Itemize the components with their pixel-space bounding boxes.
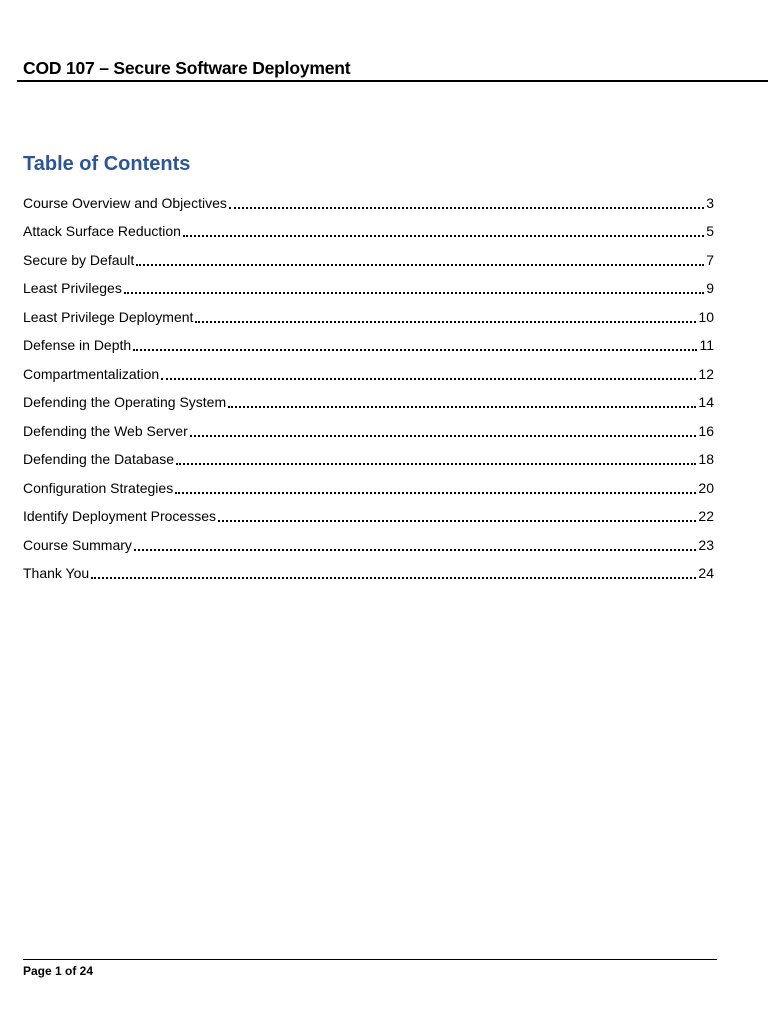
toc-entry-title: Course Overview and Objectives [23, 194, 227, 211]
toc-dot-leader [229, 195, 704, 209]
toc-entry-least-privilege-deployment[interactable] [23, 301, 714, 330]
toc-entry-title: Defending the Database [23, 451, 174, 467]
page-header [17, 57, 768, 82]
toc-entry-page: 12 [698, 365, 714, 382]
table-of-contents [23, 187, 714, 586]
toc-entry-page: 23 [698, 536, 714, 553]
toc-entry-course-overview[interactable] [23, 187, 714, 216]
toc-dot-leader [175, 480, 696, 494]
toc-entry-page: 5 [706, 223, 714, 239]
toc-entry-defending-web-server[interactable] [23, 415, 714, 444]
toc-dot-leader [124, 280, 704, 294]
toc-dot-leader [195, 309, 696, 323]
toc-entry-title: Course Summary [23, 536, 132, 553]
toc-entry-defense-in-depth[interactable] [23, 330, 714, 359]
toc-entry-defending-operating-system[interactable] [23, 387, 714, 416]
toc-dot-leader [161, 366, 696, 380]
toc-entry-page: 9 [706, 280, 714, 296]
toc-entry-title: Defending the Operating System [23, 394, 227, 410]
toc-entry-page: 11 [699, 337, 714, 353]
toc-entry-secure-by-default[interactable] [23, 244, 714, 273]
toc-entry-page: 24 [698, 565, 714, 581]
toc-entry-page: 7 [706, 251, 714, 268]
toc-dot-leader [134, 537, 697, 551]
toc-entry-page: 20 [698, 479, 714, 496]
toc-entry-page: 16 [698, 422, 714, 439]
toc-entry-title: Attack Surface Reduction [23, 223, 181, 239]
toc-entry-page: 22 [698, 508, 714, 524]
toc-entry-defending-database[interactable] [23, 444, 714, 473]
toc-entry-compartmentalization[interactable] [23, 358, 714, 387]
toc-entry-identify-deployment-processes[interactable] [23, 501, 714, 530]
toc-entry-page: 3 [706, 194, 714, 211]
toc-entry-page: 14 [698, 394, 714, 410]
toc-heading: Table of Contents [23, 153, 191, 175]
toc-entry-attack-surface-reduction[interactable] [23, 216, 714, 245]
document-title: COD 107 – Secure Software Deployment [23, 58, 351, 78]
toc-entry-course-summary[interactable] [23, 529, 714, 558]
toc-dot-leader [218, 508, 696, 522]
toc-dot-leader [190, 423, 697, 437]
toc-entry-title: Configuration Strategies [23, 479, 174, 496]
toc-dot-leader [176, 451, 696, 465]
toc-entry-thank-you[interactable] [23, 558, 714, 587]
toc-entry-page: 10 [698, 308, 714, 325]
toc-entry-page: 18 [698, 451, 714, 467]
toc-entry-title: Defending the Web Server [23, 422, 188, 439]
toc-dot-leader [183, 223, 704, 237]
toc-entry-title: Thank You [23, 565, 90, 581]
toc-dot-leader [228, 394, 696, 408]
page-number: Page 1 of 24 [23, 964, 94, 978]
toc-dot-leader [91, 565, 696, 579]
toc-dot-leader [133, 337, 697, 351]
toc-entry-title: Identify Deployment Processes [23, 508, 216, 524]
toc-entry-title: Least Privileges [23, 280, 122, 296]
toc-dot-leader [136, 252, 704, 266]
toc-entry-title: Compartmentalization [23, 365, 160, 382]
toc-entry-title: Least Privilege Deployment [23, 308, 194, 325]
toc-entry-title: Secure by Default [23, 251, 135, 268]
page-footer [23, 959, 717, 979]
toc-entry-least-privileges[interactable] [23, 273, 714, 302]
toc-entry-configuration-strategies[interactable] [23, 472, 714, 501]
toc-entry-title: Defense in Depth [23, 337, 132, 353]
